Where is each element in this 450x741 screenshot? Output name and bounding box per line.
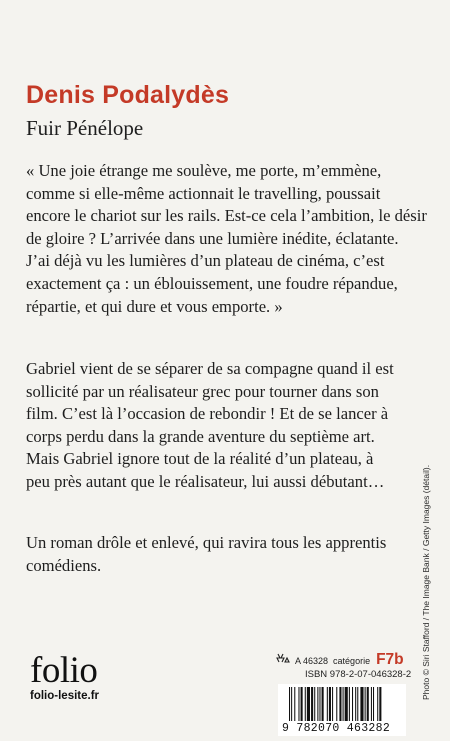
- quote-line: répartie, et qui dure et vous emporte. »: [26, 296, 283, 316]
- barcode-bar: [294, 687, 295, 721]
- barcode-bar: [357, 687, 358, 721]
- barcode: [278, 684, 406, 736]
- barcode-bar: [329, 687, 331, 721]
- barcode-bar: [314, 687, 315, 721]
- photo-credit: Photo © Siri Stafford / The Image Bank / Getty Images (détail).: [421, 464, 431, 700]
- publisher-site: folio-lesite.fr: [30, 690, 100, 702]
- barcode-bar: [305, 687, 306, 721]
- barcode-bar: [291, 687, 292, 721]
- summary-line: Mais Gabriel ignore tout de la réalité d’un plateau, à: [26, 449, 374, 469]
- category-label: catégorie: [333, 656, 371, 666]
- barcode-bar: [327, 687, 328, 721]
- publisher-logo: folio: [30, 650, 98, 691]
- tagline-line: comédiens.: [26, 555, 102, 575]
- barcode-bar: [322, 687, 324, 721]
- barcode-bar: [336, 687, 337, 721]
- quote-line: J’ai déjà vu les lumières d’un plateau de cinéma, c’est: [26, 251, 385, 271]
- barcode-bar: [349, 687, 350, 721]
- barcode-bar: [373, 687, 374, 721]
- author-name: Denis Podalydès: [26, 81, 230, 109]
- barcode-bar: [360, 687, 363, 721]
- summary-line: sollicité par un réalisateur grec pour tourner dans son: [26, 381, 379, 401]
- quote-line: « Une joie étrange me soulève, me porte, m’emmène,: [26, 161, 382, 180]
- barcode-bar: [371, 687, 372, 721]
- recycle-icon: [276, 653, 290, 664]
- quote-line: comme si elle-même actionnait le travelling, poussait: [26, 183, 381, 203]
- book-title: Fuir Pénélope: [26, 116, 144, 140]
- isbn: ISBN 978-2-07-046328-2: [305, 669, 412, 680]
- barcode-bar: [352, 687, 353, 721]
- catalog-codes: [276, 651, 404, 669]
- barcode-bar: [365, 687, 366, 721]
- barcode-bar: [319, 687, 320, 721]
- barcode-bar: [345, 687, 348, 721]
- barcode-bars: [289, 687, 397, 721]
- barcode-bar: [307, 687, 310, 721]
- barcode-bar: [379, 687, 381, 721]
- summary-line: peu près autant que le réalisateur, lui aussi débutant…: [26, 471, 385, 491]
- barcode-bar: [339, 687, 341, 721]
- quote-line: exactement ça : un éblouissement, une foudre répandue,: [26, 273, 398, 293]
- tagline-line: Un roman drôle et enlevé, qui ravira tous les apprentis: [26, 533, 387, 552]
- quote-line: de gloire ? L’arrivée dans une lumière inédite, éclatante.: [26, 228, 399, 248]
- summary-line: corps perdu dans la grande aventure du septième art.: [26, 426, 375, 446]
- barcode-bar: [377, 687, 378, 721]
- reference-code: A 46328: [295, 656, 329, 666]
- quote-line: encore le chariot sur les rails. Est-ce cela l’ambition, le désir: [26, 206, 427, 226]
- category-code: F7b: [376, 651, 404, 668]
- barcode-bar: [298, 687, 299, 721]
- summary-paragraph: [26, 358, 424, 494]
- barcode-bar: [343, 687, 344, 721]
- barcode-bar: [367, 687, 369, 721]
- barcode-bar: [332, 687, 333, 721]
- barcode-bar: [311, 687, 313, 721]
- barcode-bar: [317, 687, 318, 721]
- barcode-digits: 9 782070 463282: [282, 722, 391, 735]
- tagline-paragraph: [26, 532, 424, 577]
- barcode-bar: [289, 687, 290, 721]
- barcode-bar: [301, 687, 303, 721]
- quote-paragraph: [26, 160, 427, 318]
- summary-line: Gabriel vient de se séparer de sa compagne quand il est: [26, 359, 394, 378]
- barcode-bar: [355, 687, 356, 721]
- summary-line: film. C’est là l’occasion de rebondir ! Et de se lancer à: [26, 404, 389, 424]
